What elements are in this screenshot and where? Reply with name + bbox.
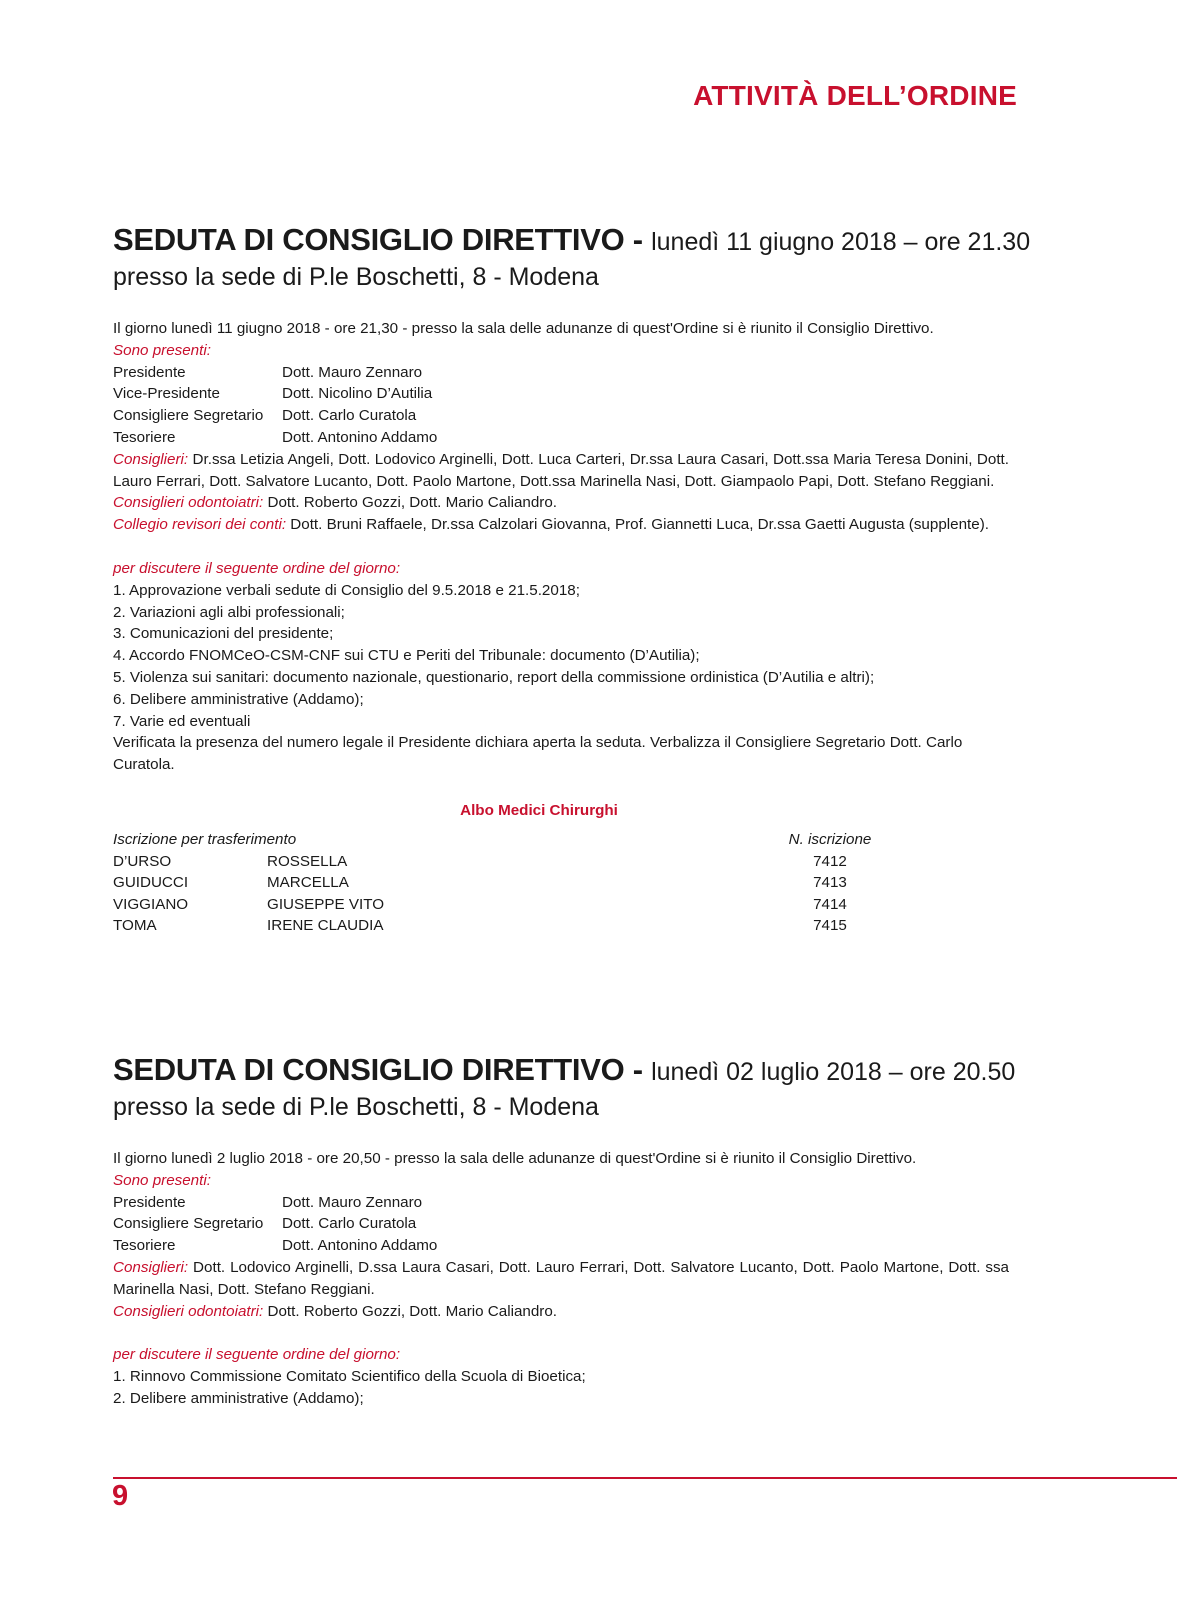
row-number: 7415 [813,917,847,935]
row-surname: D’URSO [113,852,172,870]
role-person: Dott. Antonino Addamo [282,1237,438,1255]
albo-col-right: N. iscrizione [788,830,872,848]
role-person: Dott. Carlo Curatola [282,1215,417,1233]
closing-paragraph: Verificata la presenza del numero legale il Presidente dichiara aperta la seduta. Verbalizza il Consigliere Segretario Dott. Carlo Curatola. [113,734,963,774]
row-number: 7414 [813,895,847,913]
role-row [113,427,1009,449]
agenda-item: 1. Approvazione verbali sedute di Consiglio del 9.5.2018 e 21.5.2018; [113,581,580,599]
row-name: GIUSEPPE VITO [267,895,385,913]
revisori-list: Dott. Bruni Raffaele, Dr.ssa Calzolari Giovanna, Prof. Giannetti Luca, Dr.ssa Gaetti Augusta (supplente). [286,516,989,534]
session-intro: Il giorno lunedì 11 giugno 2018 - ore 21,30 - presso la sala delle adunanze di quest'Ordine si è riunito il Consiglio Direttivo. [113,320,934,337]
footer-divider [113,1477,1177,1479]
agenda-item: 2. Delibere amministrative (Addamo); [113,1389,364,1407]
session-location: presso la sede di P.le Boschetti, 8 - Modena [113,263,599,291]
row-number: 7412 [813,852,847,870]
consiglieri-label: Consiglieri: [113,450,189,468]
odontoiatri-label: Consiglieri odontoiatri: [113,1302,264,1320]
odontoiatri-label: Consiglieri odontoiatri: [113,494,264,512]
agenda-item: 2. Variazioni agli albi professionali; [113,603,345,621]
present-label: Sono presenti: [113,341,211,359]
session-body [113,318,1009,776]
agenda-item: 5. Violenza sui sanitari: documento nazionale, questionario, report della commissione ordinistica (D’Autilia e altri); [113,668,875,686]
agenda-label: per discutere il seguente ordine del giorno: [113,1346,401,1364]
role-title: Tesoriere [113,428,176,446]
role-title: Consigliere Segretario [113,1215,264,1233]
row-surname: GUIDUCCI [113,874,189,892]
role-row [113,1235,1009,1257]
row-surname: VIGGIANO [113,895,189,913]
session-section-2 [113,1052,1016,1410]
role-title: Presidente [113,363,186,381]
session-intro: Il giorno lunedì 2 luglio 2018 - ore 20,50 - presso la sala delle adunanze di quest'Ordine si è riunito il Consiglio Direttivo. [113,1150,917,1167]
agenda-item: 6. Delibere amministrative (Addamo); [113,690,364,708]
session-section-1 [113,222,1031,937]
odontoiatri-paragraph [113,492,1009,514]
role-title: Consigliere Segretario [113,407,264,425]
revisori-paragraph [113,514,1009,536]
odontoiatri-list: Dott. Roberto Gozzi, Dott. Mario Caliandro. [263,1302,558,1320]
role-title: Tesoriere [113,1237,176,1255]
page-number: 9 [112,1480,129,1512]
role-row [113,405,1009,427]
table-row [113,851,1009,873]
agenda-item: 7. Varie ed eventuali [113,712,251,730]
role-title: Presidente [113,1193,186,1211]
row-name: ROSSELLA [267,852,348,870]
albo-header [113,829,1009,851]
row-number: 7413 [813,874,847,892]
session-title-date: lunedì 11 giugno 2018 – ore 21.30 [651,228,1031,256]
role-row [113,362,1009,384]
role-row [113,383,1009,405]
role-person: Dott. Mauro Zennaro [282,363,423,381]
session-title [113,222,1031,260]
consiglieri-paragraph [113,449,1009,493]
row-name: MARCELLA [267,874,349,892]
revisori-label: Collegio revisori dei conti: [113,516,287,534]
role-person: Dott. Carlo Curatola [282,407,417,425]
consiglieri-list: Dr.ssa Letizia Angeli, Dott. Lodovico Arginelli, Dott. Luca Carteri, Dr.ssa Laura Casari, Dott.ssa Maria Teresa Donini, Dott. Lauro Ferrari, Dott. Salvatore Lucanto, Dott. Paolo Martone, Dott.ssa Marinella Nasi, Dott. Giampaolo Papi, Dott. Stefano Reggiani. [113,450,1009,490]
session-title-main: SEDUTA DI CONSIGLIO DIRETTIVO - [113,222,652,257]
row-name: IRENE CLAUDIA [267,917,384,935]
session-title-date: lunedì 02 luglio 2018 – ore 20.50 [651,1058,1016,1086]
role-row [113,1192,1009,1214]
consiglieri-paragraph [113,1257,1009,1301]
present-label: Sono presenti: [113,1171,211,1189]
table-row [113,915,1009,937]
albo-title: Albo Medici Chirurghi [460,801,618,819]
session-title [113,1052,1016,1090]
table-row [113,872,1009,894]
agenda-label: per discutere il seguente ordine del giorno: [113,559,401,577]
session-location: presso la sede di P.le Boschetti, 8 - Modena [113,1093,599,1121]
albo-col-left: Iscrizione per trasferimento [113,830,297,848]
albo-table [113,829,1009,937]
role-title: Vice-Presidente [113,385,220,403]
role-person: Dott. Nicolino D’Autilia [282,385,433,403]
session-body [113,1148,1009,1410]
table-row [113,894,1009,916]
row-surname: TOMA [113,917,157,935]
odontoiatri-list: Dott. Roberto Gozzi, Dott. Mario Caliandro. [263,494,558,512]
consiglieri-label: Consiglieri: [113,1258,189,1276]
role-person: Dott. Mauro Zennaro [282,1193,423,1211]
page-header-title: ATTIVITÀ DELL’ORDINE [693,80,1017,111]
role-row [113,1213,1009,1235]
agenda-item: 3. Comunicazioni del presidente; [113,625,334,643]
agenda-item: 1. Rinnovo Commissione Comitato Scientifico della Scuola di Bioetica; [113,1368,586,1386]
consiglieri-list: Dott. Lodovico Arginelli, D.ssa Laura Casari, Dott. Lauro Ferrari, Dott. Salvatore Lucanto, Dott. Paolo Martone, Dott. ssa Marinella Nasi, Dott. Stefano Reggiani. [113,1258,1009,1298]
odontoiatri-paragraph [113,1301,1009,1323]
session-title-main: SEDUTA DI CONSIGLIO DIRETTIVO - [113,1052,652,1087]
agenda-item: 4. Accordo FNOMCeO-CSM-CNF sui CTU e Periti del Tribunale: documento (D’Autilia); [113,647,700,665]
role-person: Dott. Antonino Addamo [282,428,438,446]
